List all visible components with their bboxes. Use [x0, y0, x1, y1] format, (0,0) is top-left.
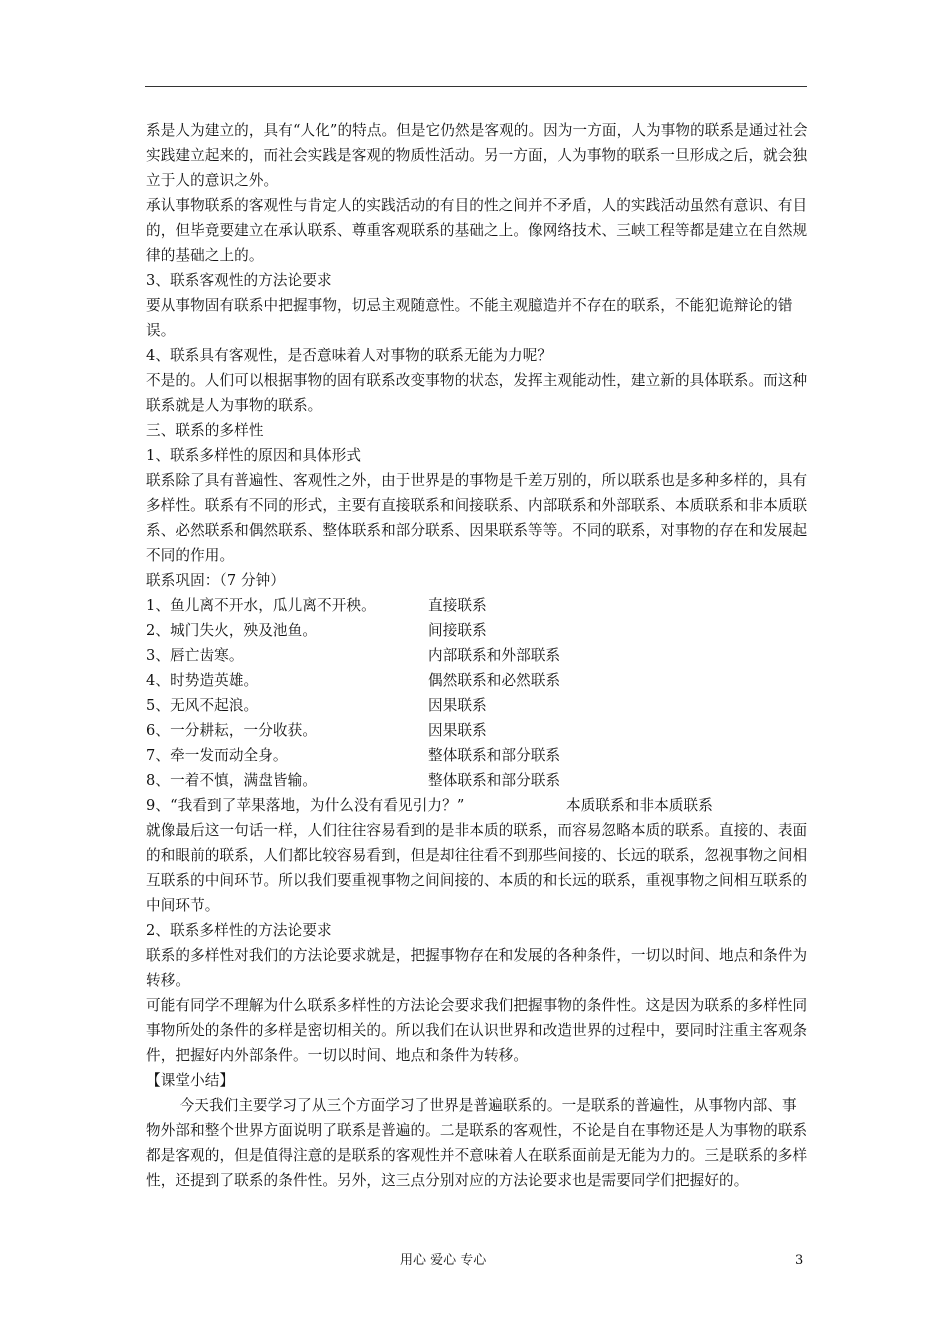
section-heading: 2、联系多样性的方法论要求: [146, 922, 332, 939]
exercise-heading: 联系巩固：（7 分钟）: [146, 572, 286, 589]
exercise-row: [146, 743, 808, 768]
exercise-row: [146, 768, 808, 793]
exercise-answer: 因果联系: [428, 722, 487, 739]
exercise-row: [146, 643, 808, 668]
page-number: 3: [795, 1253, 804, 1268]
page-footer: [0, 1251, 950, 1271]
exercise-question: 5、无风不起浪。: [146, 697, 259, 714]
header-rule: [145, 86, 807, 87]
paragraph: 联系的多样性对我们的方法论要求就是，把握事物存在和发展的各种条件，一切以时间、地点和条件为转移。: [146, 947, 808, 989]
paragraph: 承认事物联系的客观性与肯定人的实践活动的有目的性之间并不矛盾，人的实践活动虽然有意识、有目的，但毕竟要建立在承认联系、尊重客观联系的基础之上。像网络技术、三峡工程等都是建立在自然规律的基础之上的。: [146, 197, 808, 264]
exercise-question: 6、一分耕耘，一分收获。: [146, 722, 318, 739]
paragraph: 就像最后这一句话一样，人们往往容易看到的是非本质的联系，而容易忽略本质的联系。直接的、表面的和眼前的联系，人们都比较容易看到，但是却往往看不到那些间接的、长远的联系，忽视事物之间相互联系的中间环节。所以我们要重视事物之间间接的、本质的和长远的联系，重视事物之间相互联系的中间环节。: [146, 822, 808, 914]
paragraph: 要从事物固有联系中把握事物，切忌主观随意性。不能主观臆造并不存在的联系，不能犯诡辩论的错误。: [146, 297, 793, 339]
section-heading: 三、联系的多样性: [146, 422, 264, 439]
summary-heading: 【课堂小结】: [146, 1072, 235, 1089]
exercise-answer: 间接联系: [428, 622, 487, 639]
exercise-row: [146, 593, 808, 618]
question-heading: 4、联系具有客观性，是否意味着人对事物的联系无能为力呢？: [146, 347, 553, 364]
page-content: [146, 118, 808, 1193]
paragraph: 系是人为建立的，具有“人化”的特点。但是它仍然是客观的。因为一方面，人为事物的联系是通过社会实践建立起来的，而社会实践是客观的物质性活动。另一方面，人为事物的联系一旦形成之后，就会独立于人的意识之外。: [146, 122, 808, 189]
exercise-row: [146, 618, 808, 643]
exercise-question: 1、鱼儿离不开水，瓜儿离不开秧。: [146, 597, 376, 614]
exercise-row: [146, 693, 808, 718]
section-heading: 3、联系客观性的方法论要求: [146, 272, 332, 289]
exercise-row: [146, 718, 808, 743]
section-heading: 1、联系多样性的原因和具体形式: [146, 447, 362, 464]
exercise-answer: 本质联系和非本质联系: [566, 797, 713, 814]
exercise-question: 7、牵一发而动全身。: [146, 747, 288, 764]
exercise-row: [146, 793, 808, 818]
exercise-question: 4、时势造英雄。: [146, 672, 259, 689]
exercise-answer: 直接联系: [428, 597, 487, 614]
exercise-answer: 因果联系: [428, 697, 487, 714]
exercise-question: 9、“我看到了苹果落地，为什么没有看见引力？”: [146, 797, 465, 814]
paragraph: 可能有同学不理解为什么联系多样性的方法论会要求我们把握事物的条件性。这是因为联系的多样性同事物所处的条件的多样是密切相关的。所以我们在认识世界和改造世界的过程中，要同时注重主客观条件，把握好内外部条件。一切以时间、地点和条件为转移。: [146, 997, 808, 1064]
exercise-question: 3、唇亡齿寒。: [146, 647, 244, 664]
exercise-row: [146, 668, 808, 693]
paragraph: 不是的。人们可以根据事物的固有联系改变事物的状态，发挥主观能动性，建立新的具体联系。而这种联系就是人为事物的联系。: [146, 372, 808, 414]
summary-paragraph: 今天我们主要学习了从三个方面学习了世界是普遍联系的。一是联系的普遍性，从事物内部、事物外部和整个世界方面说明了联系是普遍的。二是联系的客观性，不论是自在事物还是人为事物的联系都是客观的，但是值得注意的是联系的客观性并不意味着人在联系面前是无能为力的。三是联系的多样性，还提到了联系的条件性。另外，这三点分别对应的方法论要求也是需要同学们把握好的。: [146, 1097, 808, 1189]
exercise-answer: 整体联系和部分联系: [428, 747, 561, 764]
exercise-question: 8、一着不慎，满盘皆输。: [146, 772, 318, 789]
exercise-answer: 整体联系和部分联系: [428, 772, 561, 789]
exercise-answer: 内部联系和外部联系: [428, 647, 561, 664]
exercise-answer: 偶然联系和必然联系: [428, 672, 561, 689]
footer-slogan: 用心 爱心 专心: [400, 1253, 487, 1268]
paragraph: 联系除了具有普遍性、客观性之外，由于世界是的事物是千差万别的，所以联系也是多种多样的，具有多样性。联系有不同的形式，主要有直接联系和间接联系、内部联系和外部联系、本质联系和非本质联系、必然联系和偶然联系、整体联系和部分联系、因果联系等等。不同的联系，对事物的存在和发展起不同的作用。: [146, 472, 808, 564]
exercise-question: 2、城门失火，殃及池鱼。: [146, 622, 318, 639]
